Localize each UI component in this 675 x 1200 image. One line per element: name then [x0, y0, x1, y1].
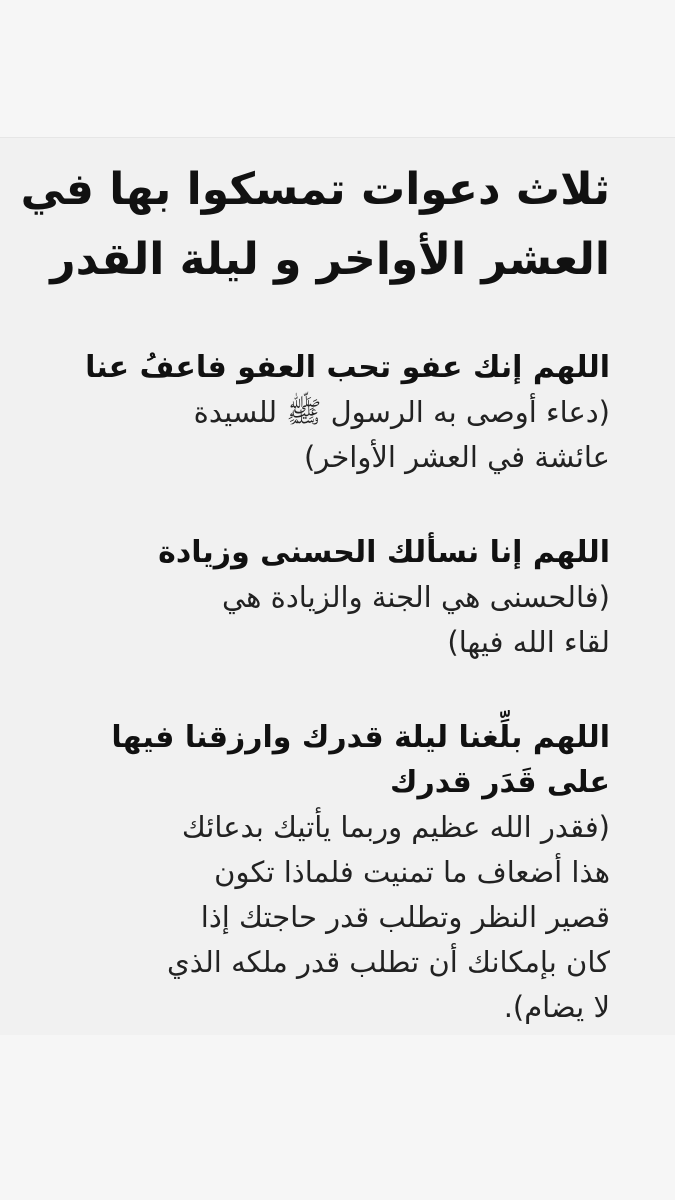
dua-2-note-line-2: لقاء الله فيها): [447, 625, 610, 659]
dua-3-note-line-4: كان بإمكانك أن تطلب قدر ملكه الذي: [167, 945, 610, 979]
title-line-2: العشر الأواخر و ليلة القدر: [50, 234, 610, 285]
title-line-1: ثلاث دعوات تمسكوا بها في: [20, 164, 610, 215]
dua-3-prayer-line-1: اللهم بلِّغنا ليلة قدرك وارزقنا فيها: [111, 720, 610, 755]
dua-3-note-line-3: قصير النظر وتطلب قدر حاجتك إذا: [200, 900, 610, 934]
dua-1: [40, 345, 610, 480]
dua-1-prayer: اللهم إنك عفو تحب العفو فاعفُ عنا: [85, 350, 610, 385]
bottom-blank-area: [0, 1035, 675, 1200]
page-title: [20, 155, 610, 295]
dua-3-note-line-1: (فقدر الله عظيم وربما يأتيك بدعائك: [181, 810, 610, 844]
dua-3-note-line-5: لا يضام).: [503, 990, 610, 1024]
dua-1-note-line-2: عائشة في العشر الأواخر): [304, 440, 610, 474]
top-blank-area: [0, 0, 675, 138]
dua-1-note-line-1: (دعاء أوصى به الرسول ﷺ للسيدة: [193, 395, 610, 429]
dua-3-prayer-line-2: على قَدَر قدرك: [390, 765, 610, 800]
dua-2-note-line-1: (فالحسنى هي الجنة والزيادة هي: [222, 580, 610, 614]
dua-3-note-line-2: هذا أضعاف ما تمنيت فلماذا تكون: [214, 855, 610, 889]
dua-3: [40, 715, 610, 1030]
dua-2: [40, 530, 610, 665]
dua-2-prayer: اللهم إنا نسألك الحسنى وزيادة: [158, 535, 610, 570]
